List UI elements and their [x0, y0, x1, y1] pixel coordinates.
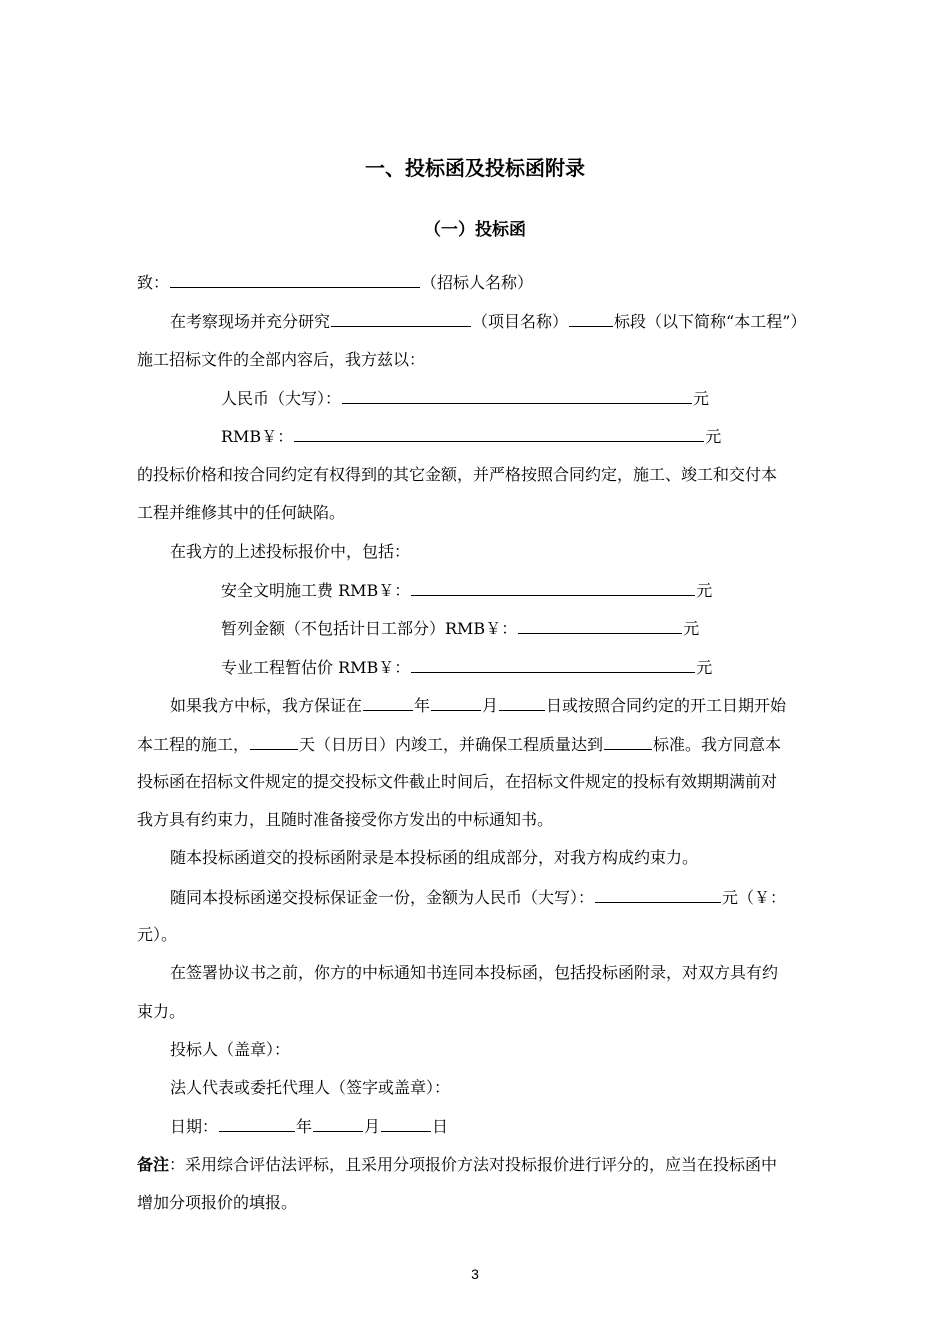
paragraph-1-line-2: 施工招标文件的全部内容后，我方兹以： [137, 350, 426, 369]
rmb-number-line: RMB￥： 元 [221, 427, 722, 446]
section-subtitle: （一）投标函 [424, 220, 526, 240]
duration-days-blank[interactable] [250, 734, 298, 750]
bidder-seal-line: 投标人（盖章）： [170, 1040, 291, 1059]
date-line: 日期： 年 月 日 [170, 1117, 449, 1136]
quality-standard-blank[interactable] [604, 734, 652, 750]
provisional-sum-blank[interactable] [518, 618, 682, 634]
section-blank[interactable] [569, 311, 613, 327]
paragraph-7-line-1: 在签署协议书之前，你方的中标通知书连同本投标函，包括投标函附录，对双方具有约 [170, 963, 779, 982]
paragraph-3: 在我方的上述投标报价中，包括： [170, 542, 411, 561]
start-month-blank[interactable] [431, 695, 481, 711]
paragraph-4-line-4: 我方具有约束力，且随时准备接受你方发出的中标通知书。 [137, 810, 554, 829]
start-day-blank[interactable] [499, 695, 545, 711]
rmb-number-blank[interactable] [294, 426, 704, 442]
safety-fee-line: 安全文明施工费 RMB￥： 元 [221, 581, 713, 600]
paragraph-4-line-2: 本工程的施工， 天（日历日）内竣工，并确保工程质量达到 标准。我方同意本 [137, 735, 782, 754]
addressee-line [137, 272, 533, 292]
note-label: 备注 [137, 1155, 170, 1174]
rmb-uppercase-blank[interactable] [342, 388, 692, 404]
specialty-estimate-blank[interactable] [411, 657, 695, 673]
paragraph-4-line-1: 如果我方中标，我方保证在 年 月 日或按照合同约定的开工日期开始 [170, 696, 787, 715]
paragraph-2-line-2: 工程并维修其中的任何缺陷。 [137, 503, 346, 522]
tenderer-name-hint: （招标人名称） [421, 273, 534, 292]
paragraph-6-line-1: 随同本投标函递交投标保证金一份，金额为人民币（大写）： 元（￥： [170, 888, 787, 907]
start-year-blank[interactable] [363, 695, 413, 711]
paragraph-7-line-2: 束力。 [137, 1002, 186, 1021]
rmb-uppercase-line: 人民币（大写）： 元 [221, 389, 710, 408]
provisional-sum-line: 暂列金额（不包括计日工部分）RMB￥： 元 [221, 619, 700, 638]
date-day-blank[interactable] [381, 1116, 431, 1132]
legal-rep-line: 法人代表或委托代理人（签字或盖章）： [170, 1078, 451, 1097]
paragraph-2-line-1: 的投标价格和按合同约定有权得到的其它金额，并严格按照合同约定，施工、竣工和交付本 [137, 465, 778, 484]
note-line-1: 备注：采用综合评估法评标，且采用分项报价方法对投标报价进行评分的，应当在投标函中 [137, 1155, 778, 1174]
paragraph-1-line-1: 在考察现场并充分研究 （项目名称） 标段（以下简称“本工程”） [170, 312, 807, 331]
page-number: 3 [471, 1266, 479, 1282]
paragraph-5: 随本投标函道交的投标函附录是本投标函的组成部分，对我方构成约束力。 [170, 848, 699, 867]
note-line-2: 增加分项报价的填报。 [137, 1193, 298, 1212]
paragraph-4-line-3: 投标函在招标文件规定的提交投标文件截止时间后，在招标文件规定的投标有效期期满前对 [137, 772, 778, 791]
bid-bond-amount-blank[interactable] [595, 887, 721, 903]
paragraph-6-line-2: 元）。 [137, 925, 178, 944]
project-name-blank[interactable] [331, 311, 471, 327]
to-label: 致： [137, 273, 170, 292]
safety-fee-blank[interactable] [411, 580, 695, 596]
date-month-blank[interactable] [313, 1116, 363, 1132]
page-title: 一、投标函及投标函附录 [365, 156, 585, 180]
specialty-estimate-line: 专业工程暂估价 RMB￥： 元 [221, 658, 713, 677]
date-year-blank[interactable] [219, 1116, 295, 1132]
tenderer-name-blank[interactable] [170, 272, 420, 288]
